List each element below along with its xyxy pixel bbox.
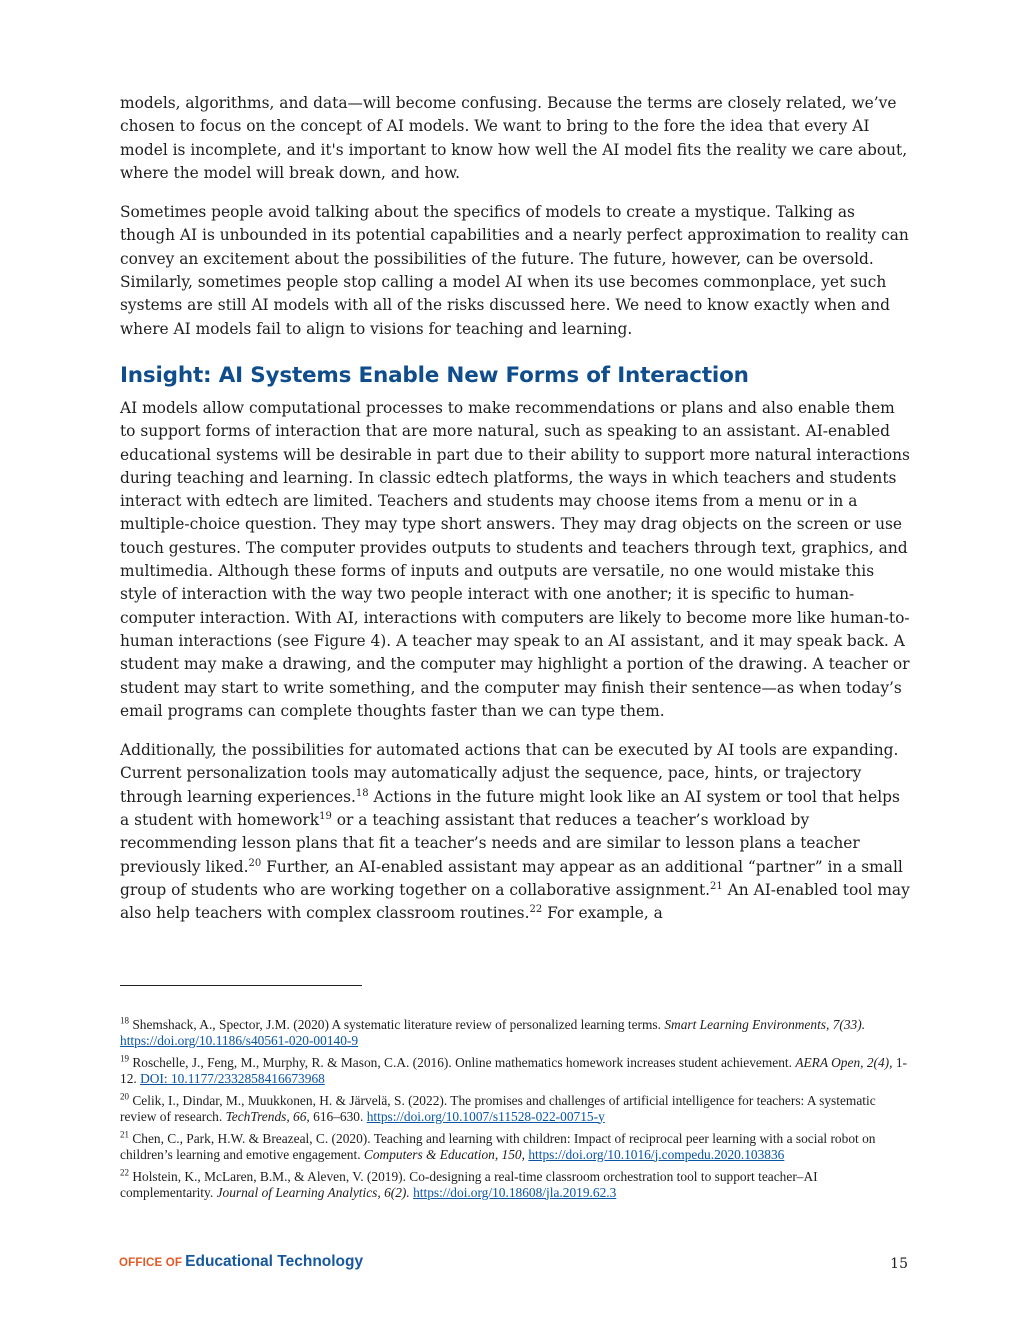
footnote-19 (120, 1055, 910, 1086)
footnote-journal: Journal of Learning Analytics, 6(2). (216, 1184, 410, 1200)
footnote-ref-21[interactable]: 21 (710, 880, 723, 892)
footnote-20 (120, 1093, 910, 1124)
logo-name-text: Educational Technology (185, 1253, 364, 1270)
footnote-ref-20[interactable]: 20 (248, 857, 262, 869)
logo-office-text: OFFICE OF (119, 1257, 183, 1269)
footnote-21 (120, 1131, 910, 1162)
paragraph-interaction: AI models allow computational processes to make recommendations or plans and also enable them to support forms of interaction that are more natural, such as speaking to an assistant. AI-enabled educational systems will be desirable in part due to their ability to support more natural interactions during teaching and learning. In classic edtech platforms, the ways in which teachers and students interact with edtech are limited. Teachers and students may choose items from a menu or in a multiple-choice question. They may type short answers. They may drag objects on the screen or use touch gestures. The computer provides outputs to students and teachers through text, graphics, and multimedia. Although these forms of inputs and outputs are versatile, no one would mistake this style of interaction with the way two people interact with one another; it is specific to human-computer interaction. With AI, interactions with computers are likely to become more like human-to-human interactions (see Figure 4). A teacher may speak to an AI assistant, and it may speak back. A student may make a drawing, and the computer may highlight a portion of the drawing. A teacher or student may start to write something, and the computer may finish their sentence—as when today’s email programs can complete thoughts faster than we can type them. (120, 398, 910, 720)
text-run: Further, an AI-enabled assistant may appear as an additional “partner” in a small group of students who are working together on a collaborative assignment. (120, 857, 903, 899)
footnote-link[interactable]: DOI: 10.1177/2332858416673968 (140, 1070, 325, 1086)
footnote-link[interactable]: https://doi.org/10.1016/j.compedu.2020.103836 (528, 1146, 785, 1162)
footnote-18 (120, 1017, 910, 1048)
footnote-tail: 1-12. (120, 1055, 908, 1086)
text-run: For example, a (542, 904, 663, 923)
footnote-text: Celik, I., Dindar, M., Muukkonen, H. & Järvelä, S. (2022). The promises and challenges of artificial intelligence for teachers: A systematic review of research. (120, 1093, 876, 1124)
footnote-link[interactable]: https://doi.org/10.1007/s11528-022-00715-y (366, 1108, 605, 1124)
footnote-ref-19[interactable]: 19 (319, 810, 332, 822)
text-run: Additionally, the possibilities for automated actions that can be executed by AI tools are expanding. Current personalization tools may automatically adjust the sequence, pace, hints, or trajectory through learning experiences. (120, 741, 899, 806)
footnote-text: Roschelle, J., Feng, M., Murphy, R. & Mason, C.A. (2016). Online mathematics homework increases student achievement. (129, 1055, 796, 1070)
footnote-link[interactable]: https://doi.org/10.18608/jla.2019.62.3 (413, 1184, 617, 1200)
footnote-number: 21 (120, 1129, 129, 1140)
section-heading: Insight: AI Systems Enable New Forms of Interaction (120, 362, 749, 388)
footnote-divider (120, 985, 362, 986)
text-run: An AI-enabled tool may also help teachers with complex classroom routines. (120, 880, 910, 923)
footnote-ref-22[interactable]: 22 (529, 904, 543, 916)
paragraph-models: models, algorithms, and data—will become confusing. Because the terms are closely related, we’ve chosen to focus on the concept of AI models. We want to bring to the fore the idea that every AI model is incomplete, and it's important to know how well the AI model fits the reality we care about, where the model will break down, and how. (120, 94, 908, 182)
page-body (120, 92, 910, 942)
footnote-ref-18[interactable]: 18 (355, 787, 369, 799)
footnote-journal: Smart Learning Environments, 7(33). (664, 1017, 866, 1032)
footnote-journal: AERA Open, 2(4), (795, 1055, 893, 1070)
footnote-text: Shemshack, A., Spector, J.M. (2020) A systematic literature review of personalized learning terms. (129, 1017, 665, 1032)
footnotes (120, 1017, 910, 1207)
footnote-text: Chen, C., Park, H.W. & Breazeal, C. (2020). Teaching and learning with children: Impact of reciprocal peer learning with a social robot on children’s learning and emotive engagement. (120, 1131, 876, 1162)
office-logo (119, 1253, 363, 1271)
footnote-text: Holstein, K., McLaren, B.M., & Aleven, V. (2019). Co-designing a real-time classroom orchestration tool to support teacher–AI complementarity. (120, 1169, 818, 1200)
footnote-number: 20 (120, 1091, 129, 1102)
footnote-tail: 616–630. (309, 1108, 367, 1124)
footnote-number: 19 (120, 1053, 129, 1064)
footnote-number: 22 (120, 1167, 129, 1178)
page-number: 15 (890, 1256, 908, 1272)
footnote-journal: Computers & Education, 150, (363, 1146, 525, 1162)
footnote-link[interactable]: https://doi.org/10.1186/s40561-020-00140-9 (120, 1032, 359, 1048)
footnote-number: 18 (120, 1015, 129, 1026)
footnote-journal: TechTrends, 66, (225, 1108, 310, 1124)
text-run: Actions in the future might look like an AI system or tool that helps a student with homework (120, 787, 900, 830)
footnote-22 (120, 1169, 910, 1200)
text-run: or a teaching assistant that reduces a teacher’s workload by recommending lesson plans that fit a teacher’s needs and are similar to lesson plans a teacher previously liked. (120, 811, 860, 876)
paragraph-automated-actions (120, 739, 910, 925)
paragraph-mystique: Sometimes people avoid talking about the specifics of models to create a mystique. Talking as though AI is unbounded in its potential capabilities and a nearly perfect approximation to reality can convey an excitement about the possibilities of the future. The future, however, can be oversold. Similarly, sometimes people stop calling a model AI when its use becomes commonplace, yet such systems are still AI models with all of the risks discussed here. We need to know exactly when and where AI models fail to align to visions for teaching and learning. (120, 203, 909, 338)
